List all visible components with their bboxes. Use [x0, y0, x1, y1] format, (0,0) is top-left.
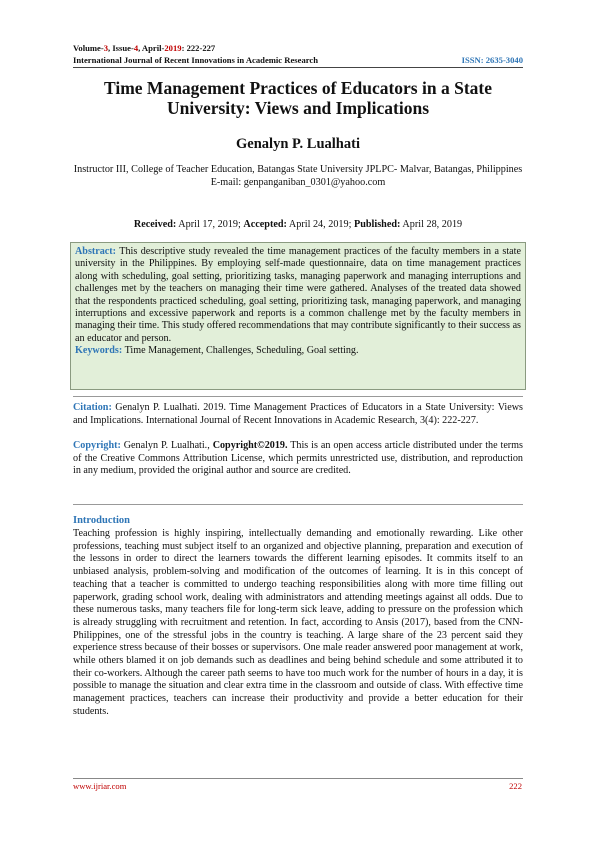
journal-url[interactable]: www.ijriar.com [73, 781, 127, 791]
author-name: Genalyn P. Lualhati [236, 136, 360, 152]
accepted-date: April 24, 2019; [286, 219, 354, 230]
journal-name: International Journal of Recent Innovations in Academic Research [73, 54, 318, 65]
issue-prefix: , Issue- [108, 43, 134, 53]
copyright-holder: Genalyn P. Lualhati., [120, 440, 213, 451]
volume-prefix: Volume- [73, 43, 104, 53]
year: 2019 [164, 43, 182, 53]
received-label: Received: [133, 219, 177, 230]
divider [73, 504, 523, 505]
date-prefix: , April- [138, 43, 165, 53]
abstract-box [70, 242, 526, 390]
published-date: April 28, 2019 [400, 219, 463, 230]
divider [73, 396, 523, 397]
volume-line [73, 43, 523, 55]
introduction-paragraph: Teaching profession is highly inspiring, intellectually demanding and emotionally rewarding. Like other professions, teaching must subject itself to an organized and objective planning, preparation and execution of the lessons in order to direct the learners towards the different learning episodes. It commits itself to an unbiased analysis, problem-solving and modification of the outcomes of learning. It is in this concept of teaching that a teacher is committed to undergo teaching responsibilities along with more time filling out paperwork, grading school work, dealing with administrators and attending meetings against all odds. Due to these numerous tasks, many teachers file for long-term sick leave, adding to pressure on the profession which is already struggling with recruitment and retention. In fact, according to Ansis (2017), based from the CNN-Philippines, one of the stressful jobs in the country is teaching. A large share of the 23 percent said they experience stress because of their bosses or supervisors. One male reader answered poor management at work, while others blamed it on job demands such as deadlines and being behind schedule and some attributed it to their co-workers. Although the career path seems to have too much work for the number of hours in a day, it is possible to manage the situation and clear extra time in the classroom and outside of class. With effective time management practices, teachers can increase their productivity and provide a better education for their students. [73, 528, 523, 717]
copyright-year: Copyright©2019. [212, 440, 288, 451]
citation-text: Genalyn P. Lualhati. 2019. Time Management Practices of Educators in a State University: Views and Implications. International Journal of Recent Innovations in Academic Research, 3(4): 222-227. [73, 402, 523, 426]
published-label: Published: [354, 219, 401, 230]
keywords-label: Keywords: [75, 345, 123, 357]
issn: ISSN: 2635-3040 [461, 54, 523, 65]
header-divider [73, 67, 523, 68]
citation [73, 402, 523, 427]
copyright-label: Copyright: [73, 440, 121, 451]
publication-dates [73, 219, 523, 230]
page-number: 222 [509, 781, 522, 791]
affiliation-text: Instructor III, College of Teacher Education, Batangas State University JPLPC- Malvar, Batangas, Philippines [73, 164, 523, 175]
page-range: : 222-227 [181, 43, 216, 53]
email: E-mail: genpanganiban_0301@yahoo.com [210, 177, 386, 188]
section-heading: Introduction [73, 515, 130, 526]
accepted-label: Accepted: [243, 219, 287, 230]
footer-divider [73, 778, 523, 779]
abstract-label: Abstract: [75, 246, 117, 257]
affiliation [73, 163, 523, 189]
citation-label: Citation: [73, 402, 112, 413]
copyright-text: This is an open access article distributed under the terms of the Creative Commons Attribution License, which permits unrestricted use, distribution, and reproduction in any medium, provided the original author and source are credited. [73, 440, 523, 476]
volume-number: 3 [103, 43, 109, 53]
running-header [73, 43, 523, 66]
abstract-text: This descriptive study revealed the time management practices of the faculty members in a state university in the Philippines. By employing self-made questionnaire, data on time management practices along with scheduling, goal setting, prioritizing tasks, managing paperwork and managing interruptions and challenges met by the teachers on managing their time were gathered. Analyses of the treated data showed that the respondents practiced scheduling, goal setting, prioritizing task, managing paperwork, and managing interruptions and excessive paperwork and reports is a common challenge met by the faculty members in managing their time. This study offered recommendations that may contribute significantly to their success as an educator and person. [75, 246, 521, 344]
keywords-text: Time Management, Challenges, Scheduling, Goal setting. [122, 345, 359, 357]
issue-number: 4 [133, 43, 139, 53]
article-title: Time Management Practices of Educators in a State University: Views and Implications [103, 78, 492, 118]
copyright [73, 440, 523, 478]
received-date: April 17, 2019; [176, 219, 244, 230]
